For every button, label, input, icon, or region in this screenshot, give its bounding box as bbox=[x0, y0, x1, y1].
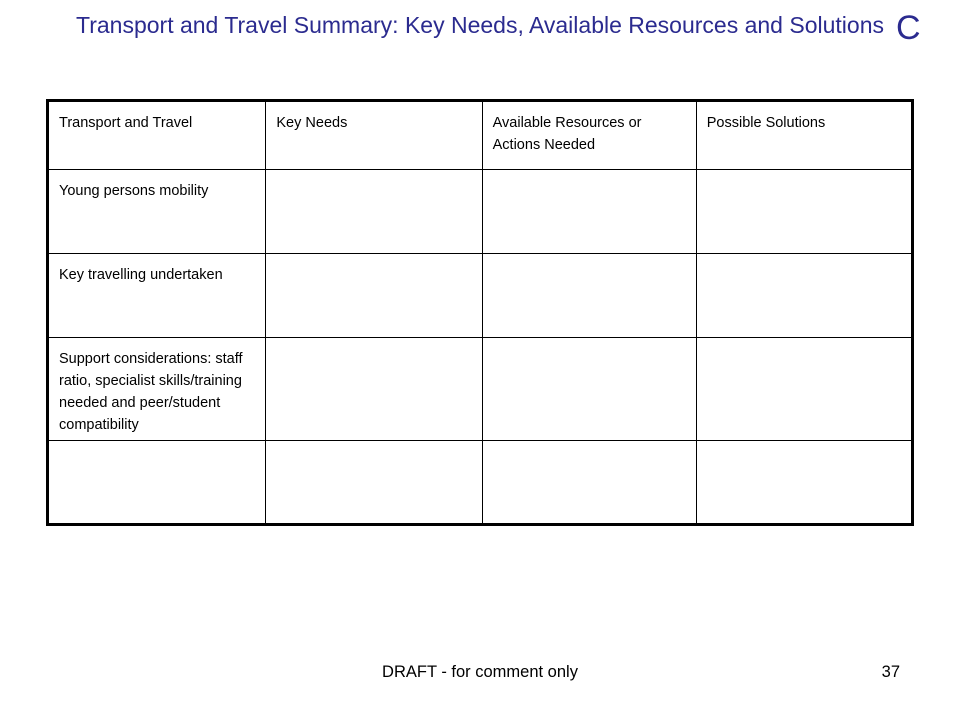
page-number: 37 bbox=[881, 663, 900, 681]
table-cell bbox=[696, 338, 912, 441]
table-row bbox=[48, 338, 913, 441]
header-key-needs: Key Needs bbox=[266, 101, 482, 170]
row-label-key-travelling: Key travelling undertaken bbox=[48, 254, 266, 338]
table-row bbox=[48, 254, 913, 338]
summary-table bbox=[46, 99, 914, 526]
table-cell bbox=[266, 441, 482, 525]
section-letter: C bbox=[896, 9, 921, 47]
table-row bbox=[48, 441, 913, 525]
table-cell bbox=[696, 170, 912, 254]
table-cell bbox=[266, 338, 482, 441]
row-label-support-considerations: Support considerations: staff ratio, specialist skills/training needed and peer/student compatibility bbox=[48, 338, 266, 441]
slide-title: Transport and Travel Summary: Key Needs, Available Resources and Solutions bbox=[76, 12, 884, 38]
header-possible-solutions: Possible Solutions bbox=[696, 101, 912, 170]
table-cell bbox=[696, 441, 912, 525]
row-label-young-persons-mobility: Young persons mobility bbox=[48, 170, 266, 254]
table-row bbox=[48, 170, 913, 254]
table-cell bbox=[266, 170, 482, 254]
table-header-row bbox=[48, 101, 913, 170]
table-cell bbox=[482, 170, 696, 254]
table-cell bbox=[48, 441, 266, 525]
table-cell bbox=[482, 441, 696, 525]
table-cell bbox=[482, 254, 696, 338]
table-cell bbox=[482, 338, 696, 441]
footer-draft-label: DRAFT - for comment only bbox=[382, 663, 578, 681]
table-cell bbox=[266, 254, 482, 338]
table-cell bbox=[696, 254, 912, 338]
header-available-resources: Available Resources or Actions Needed bbox=[482, 101, 696, 170]
header-transport-and-travel: Transport and Travel bbox=[48, 101, 266, 170]
